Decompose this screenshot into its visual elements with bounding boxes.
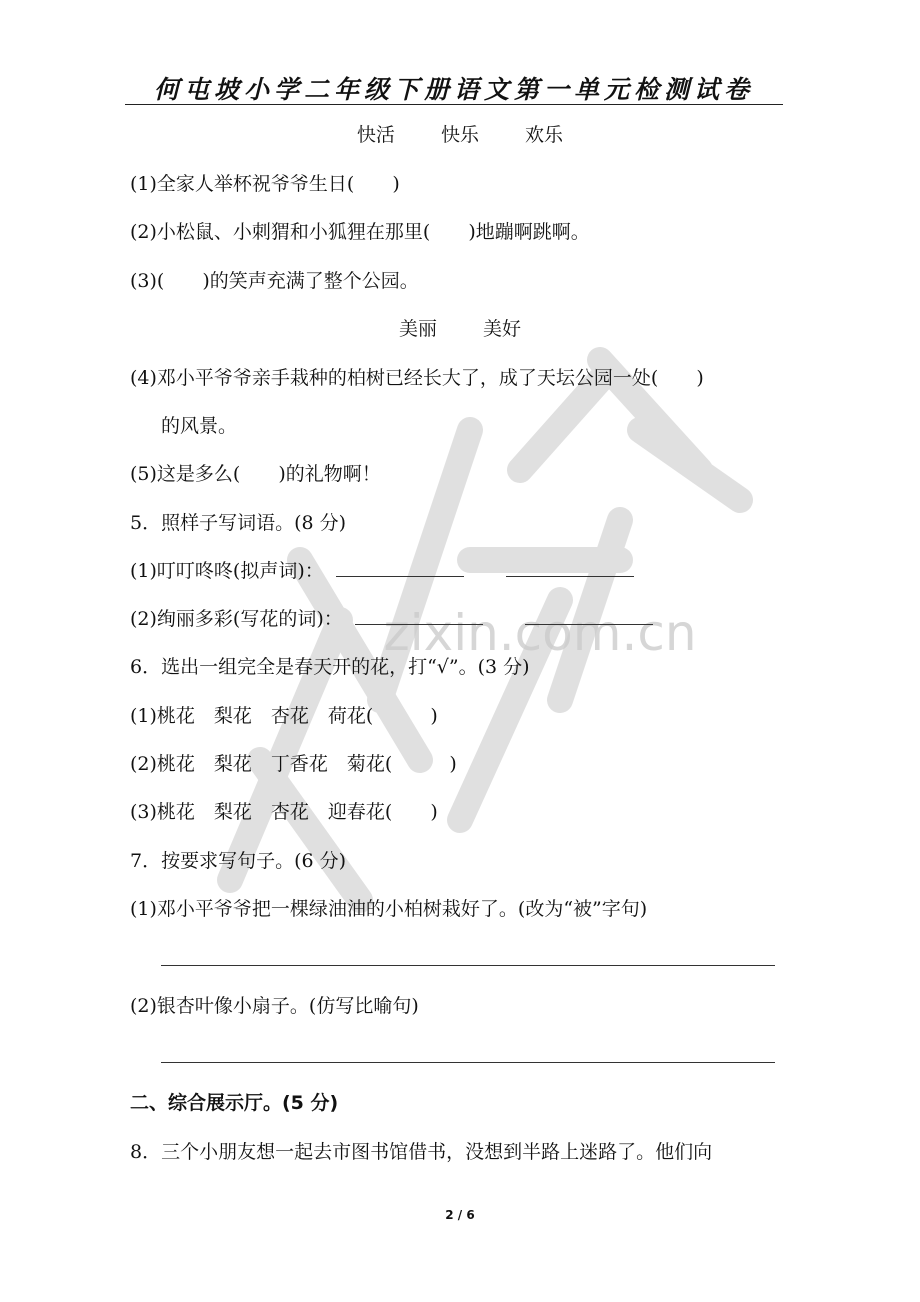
question-5-item-1 xyxy=(130,558,664,584)
word-bank-2-word: 美丽 xyxy=(398,318,437,340)
header-divider xyxy=(125,104,783,105)
question-7-title: 7．按要求写句子。(6 分) xyxy=(130,850,347,872)
answer-blank[interactable] xyxy=(336,558,464,577)
word-bank-2 xyxy=(0,316,920,342)
answer-line[interactable] xyxy=(161,1062,775,1063)
question-7-item-1: (1)邓小平爷爷把一棵绿油油的小柏树栽好了。(改为“被”字句) xyxy=(130,898,648,920)
question-7-item-2: (2)银杏叶像小扇子。(仿写比喻句) xyxy=(130,995,419,1017)
answer-blank[interactable] xyxy=(355,606,483,625)
answer-blank[interactable] xyxy=(506,558,634,577)
question-5-title: 5．照样子写词语。(8 分) xyxy=(130,512,347,534)
question-6-item-3: (3)桃花 梨花 杏花 迎春花( ) xyxy=(130,801,438,823)
question-a3: (3)( )的笑声充满了整个公园。 xyxy=(130,270,419,292)
word-bank-2-word: 美好 xyxy=(483,318,522,340)
question-a5: (5)这是多么( )的礼物啊！ xyxy=(130,463,381,485)
question-a4: (4)邓小平爷爷亲手栽种的柏树已经长大了，成了天坛公园一处( ) xyxy=(130,367,704,389)
page-number: 2 / 6 xyxy=(445,1208,475,1222)
document-title: 何屯坡小学二年级下册语文第一单元检测试卷 xyxy=(153,75,754,104)
question-6-item-1: (1)桃花 梨花 杏花 荷花( ) xyxy=(130,705,438,727)
answer-line[interactable] xyxy=(161,965,775,966)
question-5-item-1-text: (1)叮叮咚咚(拟声词)： xyxy=(130,560,324,582)
word-bank-1-word: 欢乐 xyxy=(525,124,564,146)
question-5-item-2-text: (2)绚丽多彩(写花的词)： xyxy=(130,608,343,630)
question-a4-continued: 的风景。 xyxy=(161,415,238,437)
answer-blank[interactable] xyxy=(525,606,653,625)
word-bank-1-word: 快活 xyxy=(356,124,395,146)
word-bank-1-word: 快乐 xyxy=(440,124,479,146)
watermark-text: zixin.com.cn xyxy=(383,604,697,662)
question-a1: (1)全家人举杯祝爷爷生日( ) xyxy=(130,173,400,195)
question-8-text: 8．三个小朋友想一起去市图书馆借书，没想到半路上迷路了。他们向 xyxy=(130,1141,713,1163)
section-2-title: 二、综合展示厅。(5 分) xyxy=(130,1092,339,1114)
question-6-item-2: (2)桃花 梨花 丁香花 菊花( ) xyxy=(130,753,457,775)
question-a2: (2)小松鼠、小刺猬和小狐狸在那里( )地蹦啊跳啊。 xyxy=(130,221,590,243)
question-6-title: 6．选出一组完全是春天开的花，打“√”。(3 分) xyxy=(130,656,530,678)
word-bank-1 xyxy=(0,122,920,148)
question-5-item-2 xyxy=(130,606,683,632)
